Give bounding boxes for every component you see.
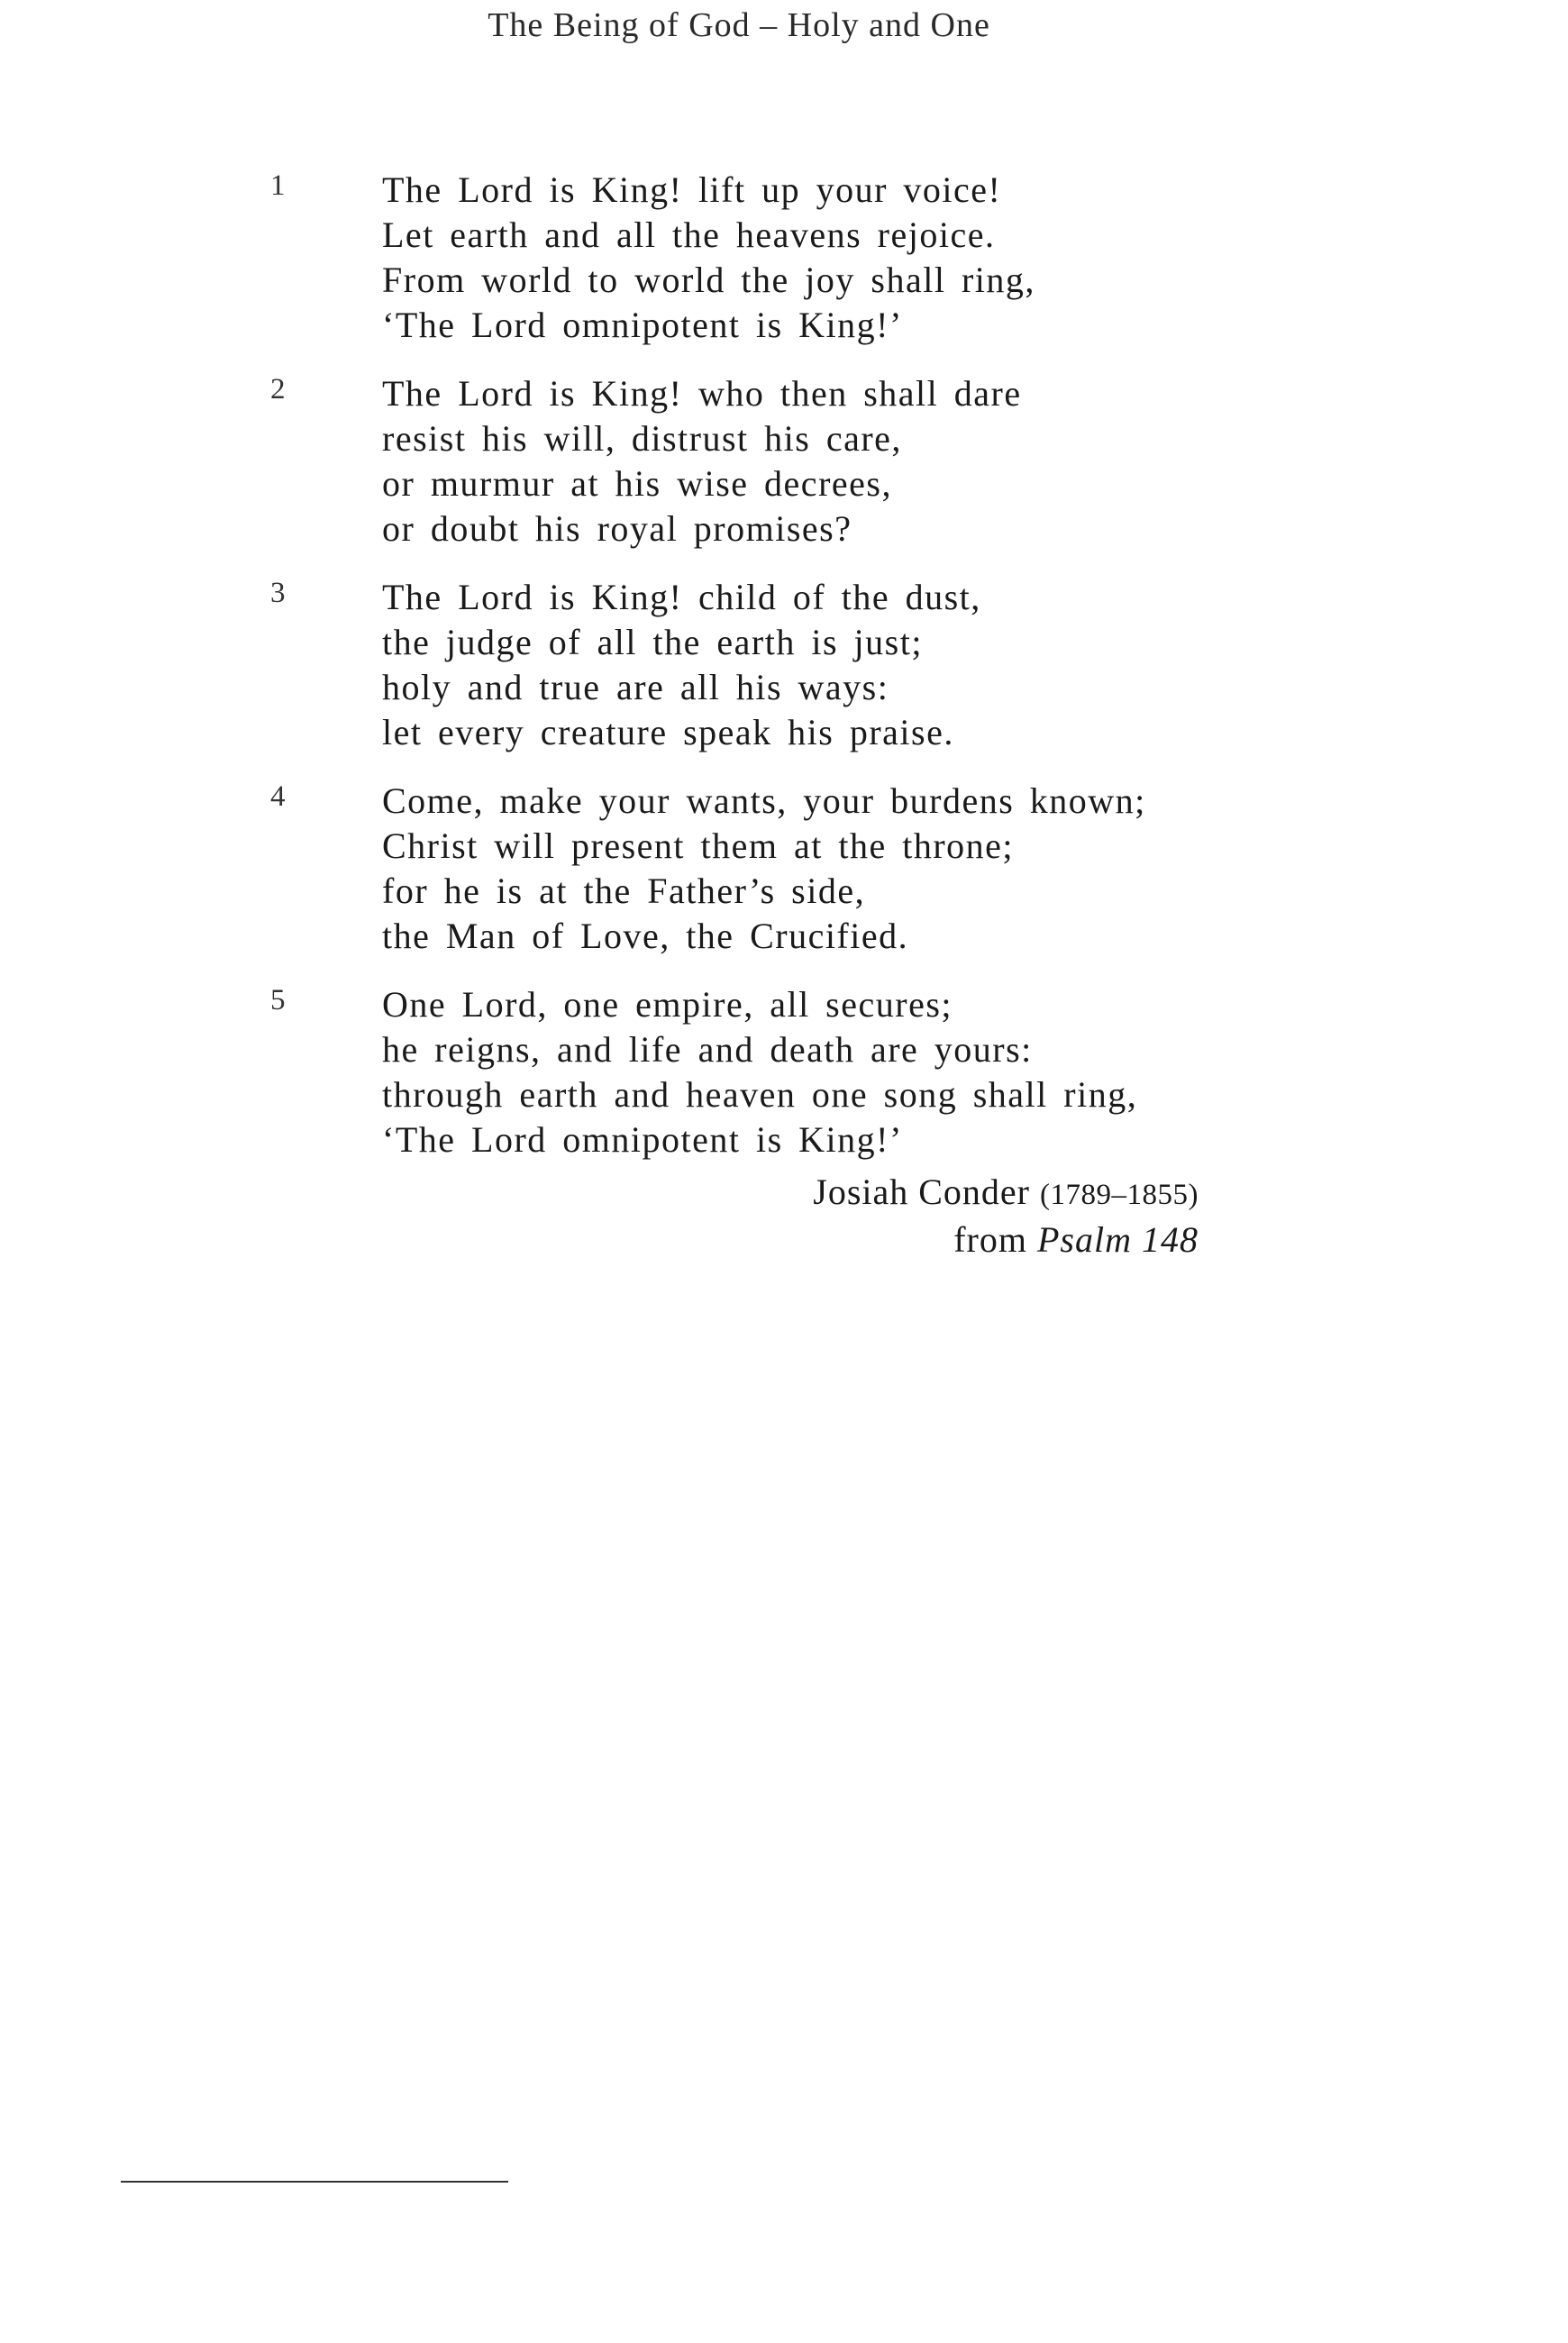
source-line xyxy=(739,1217,1199,1263)
verse-lines xyxy=(382,575,1262,755)
verse-line: From world to world the joy shall ring, xyxy=(382,260,1035,300)
author-name: Josiah Conder xyxy=(813,1172,1031,1212)
verse-line: or murmur at his wise decrees, xyxy=(382,463,892,504)
verse-line: Come, make your wants, your burdens known; xyxy=(382,780,1146,821)
verse-2 xyxy=(270,371,1262,552)
verse-line: The Lord is King! lift up your voice! xyxy=(382,169,1002,210)
verse-line: the Man of Love, the Crucified. xyxy=(382,916,909,956)
verse-line: holy and true are all his ways: xyxy=(382,667,889,707)
verse-line: The Lord is King! who then shall dare xyxy=(382,373,1022,414)
verse-lines xyxy=(382,168,1262,348)
author-line xyxy=(739,1170,1199,1217)
verse-lines xyxy=(382,982,1262,1162)
running-head: The Being of God – Holy and One xyxy=(488,6,990,44)
verse-5 xyxy=(270,982,1262,1162)
verse-number: 4 xyxy=(270,780,286,813)
hymn-text xyxy=(270,168,1262,1186)
verse-line: the judge of all the earth is just; xyxy=(382,622,923,662)
verse-lines xyxy=(382,779,1262,959)
verse-line: Let earth and all the heavens rejoice. xyxy=(382,214,996,255)
verse-line: The Lord is King! child of the dust, xyxy=(382,577,981,617)
verse-line: he reigns, and life and death are yours: xyxy=(382,1029,1033,1070)
footnote-rule xyxy=(121,2181,508,2183)
verse-1 xyxy=(270,168,1262,348)
verse-3 xyxy=(270,575,1262,755)
verse-line: for he is at the Father’s side, xyxy=(382,871,866,911)
verse-line: or doubt his royal promises? xyxy=(382,508,852,549)
verse-line: let every creature speak his praise. xyxy=(382,712,954,752)
verse-line: Christ will present them at the throne; xyxy=(382,825,1015,866)
verse-line: through earth and heaven one song shall ring, xyxy=(382,1074,1138,1115)
author-dates: (1789–1855) xyxy=(1040,1179,1199,1211)
verse-lines xyxy=(382,371,1262,552)
source-title: Psalm 148 xyxy=(1037,1219,1199,1260)
verse-number: 2 xyxy=(270,373,286,406)
verse-number: 1 xyxy=(270,169,286,202)
verse-line: ‘The Lord omnipotent is King!’ xyxy=(382,1119,903,1160)
verse-line: resist his will, distrust his care, xyxy=(382,418,902,459)
verse-4 xyxy=(270,779,1262,959)
verse-line: ‘The Lord omnipotent is King!’ xyxy=(382,305,903,345)
verse-line: One Lord, one empire, all secures; xyxy=(382,984,953,1025)
verse-number: 5 xyxy=(270,984,286,1017)
source-prefix: from xyxy=(953,1219,1027,1260)
verse-number: 3 xyxy=(270,577,286,609)
attribution xyxy=(739,1170,1199,1263)
